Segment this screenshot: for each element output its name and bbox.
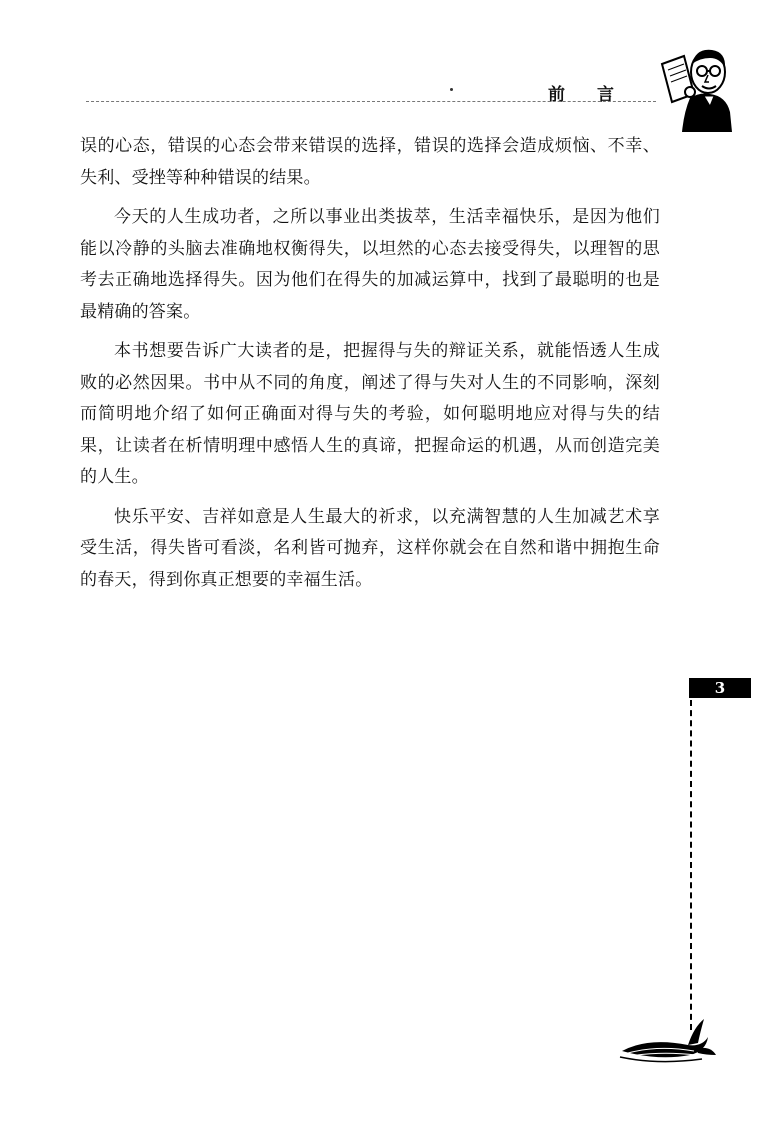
page-number: 3	[689, 678, 751, 698]
leaf-ornament-icon	[618, 1015, 718, 1065]
section-title: 前言	[548, 85, 646, 105]
margin-dashed-line	[690, 700, 692, 1030]
reading-man-icon	[660, 42, 734, 132]
header-divider	[86, 101, 656, 102]
paragraph-2: 今天的人生成功者，之所以事业出类拔萃，生活幸福快乐，是因为他们能以冷静的头脑去准确地权衡得失，以坦然的心态去接受得失，以理智的思考去正确地选择得失。因为他们在得失的加减运算中，找到了最聪明的也是最精确的答案。	[80, 207, 660, 322]
paragraph-3: 本书想要告诉广大读者的是，把握得与失的辩证关系，就能悟透人生成败的必然因果。书中从不同的角度，阐述了得与失对人生的不同影响，深刻而简明地介绍了如何正确面对得与失的考验，如何聪明地应对得与失的结果，让读者在析情明理中感悟人生的真谛，把握命运的机遇，从而创造完美的人生。	[80, 341, 660, 487]
header-dot	[450, 88, 453, 91]
paragraph-4: 快乐平安、吉祥如意是人生最大的祈求，以充满智慧的人生加减艺术享受生活，得失皆可看淡，名利皆可抛弃，这样你就会在自然和谐中拥抱生命的春天，得到你真正想要的幸福生活。	[80, 506, 660, 590]
paragraph-1: 误的心态，错误的心态会带来错误的选择，错误的选择会造成烦恼、不幸、失利、受挫等种种错误的结果。	[80, 136, 660, 188]
preface-body	[80, 131, 660, 596]
